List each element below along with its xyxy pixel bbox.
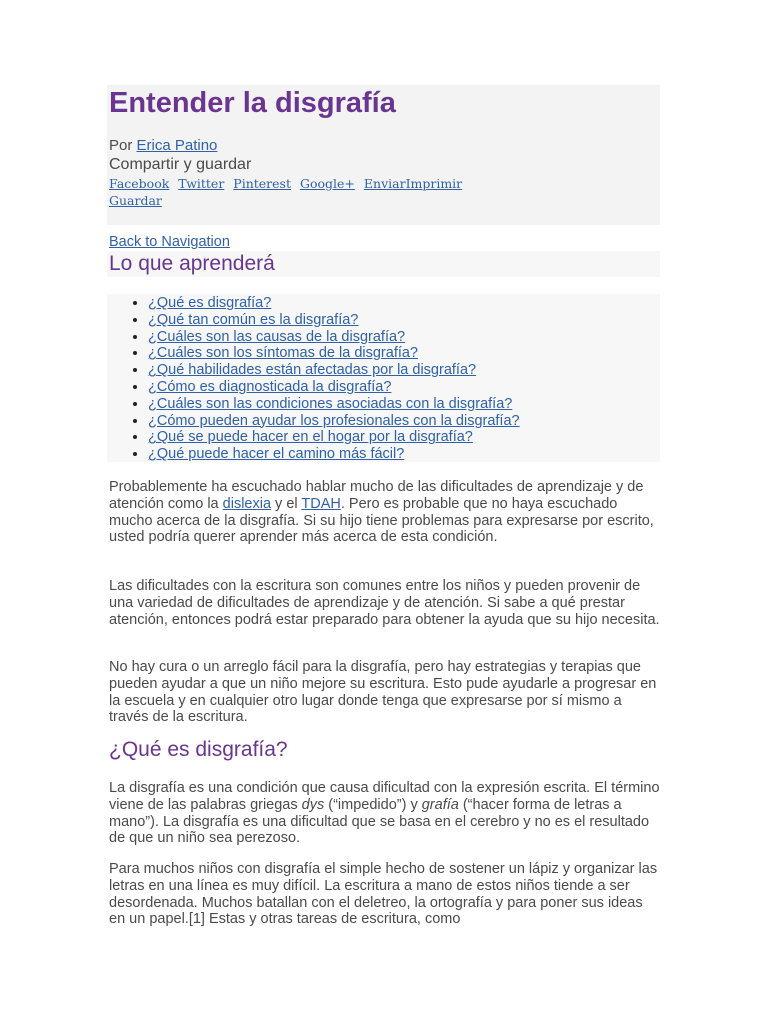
text-span: . Pero es probable que no haya escuchado mucho acerca de la disgrafía. Si su hijo tiene problemas para expresarse por escrito, usted podría querer aprender más acerca de esta condición. xyxy=(109,495,654,546)
author-link[interactable]: Erica Patino xyxy=(136,137,218,154)
share-links xyxy=(109,175,479,209)
toc-item xyxy=(148,446,520,463)
back-to-navigation-link[interactable]: Back to Navigation xyxy=(109,234,230,250)
intro-paragraph xyxy=(109,479,661,546)
toc-link-causas[interactable]: ¿Cuáles son las causas de la disgrafía? xyxy=(148,328,406,345)
byline xyxy=(109,137,217,155)
table-of-contents xyxy=(109,295,520,463)
toc-link-que-tan-comun[interactable]: ¿Qué tan común es la disgrafía? xyxy=(148,311,359,328)
share-twitter-link[interactable]: Twitter xyxy=(178,176,225,191)
share-google-plus-link[interactable]: Google+ xyxy=(299,176,355,191)
share-title: Compartir y guardar xyxy=(109,156,252,173)
save-link[interactable]: Guardar xyxy=(109,193,162,208)
toc-link-hogar[interactable]: ¿Qué se puede hacer en el hogar por la disgrafía? xyxy=(148,429,473,446)
toc-link-que-es[interactable]: ¿Qué es disgrafía? xyxy=(148,295,272,311)
term-grafia: grafía xyxy=(421,796,459,813)
text-span: Probablemente ha escuchado hablar mucho de las dificultades de aprendizaje y de atención como la xyxy=(109,479,644,512)
toc-item xyxy=(148,396,520,413)
share-email-link[interactable]: Enviar xyxy=(363,176,406,191)
learn-heading: Lo que aprenderá xyxy=(109,252,275,275)
text-span: La disgrafía es una condición que causa dificultad con la expresión escrita. El término viene de las palabras griegas xyxy=(109,780,660,813)
print-link[interactable]: Imprimir xyxy=(405,176,463,191)
share-pinterest-link[interactable]: Pinterest xyxy=(233,176,291,191)
toc-link-diagnostico[interactable]: ¿Cómo es diagnosticada la disgrafía? xyxy=(148,378,392,395)
page-title: Entender la disgrafía xyxy=(109,87,396,119)
text-span: (“hacer forma de letras a mano”). La disgrafía es una dificultad que se basa en el cerebro y no es el resultado de que un niño sea perezoso. xyxy=(109,796,650,847)
toc-item xyxy=(148,312,520,329)
section-heading-que-es: ¿Qué es disgrafía? xyxy=(109,738,288,761)
toc-link-profesionales[interactable]: ¿Cómo pueden ayudar los profesionales con la disgrafía? xyxy=(148,412,520,429)
toc-link-habilidades[interactable]: ¿Qué habilidades están afectadas por la disgrafía? xyxy=(148,362,477,379)
paragraph-cura: No hay cura o un arreglo fácil para la disgrafía, pero hay estrategias y terapias que pueden ayudar a que un niño mejore su escritura. Esto pude ayudarle a progresar en la escuela y en cualquier otro lugar donde tenga que expresarse por sí mismo a través de la escritura. xyxy=(109,659,657,726)
toc-item xyxy=(148,295,520,312)
text-span: y el xyxy=(271,495,302,512)
term-dys: dys xyxy=(301,796,325,813)
share-facebook-link[interactable]: Facebook xyxy=(109,176,170,191)
toc-link-sintomas[interactable]: ¿Cuáles son los síntomas de la disgrafía? xyxy=(148,345,418,362)
text-span: (“impedido”) y xyxy=(324,796,422,813)
toc-link-camino-facil[interactable]: ¿Qué puede hacer el camino más fácil? xyxy=(148,446,405,463)
toc-item xyxy=(148,413,520,430)
byline-prefix: Por xyxy=(109,137,137,154)
paragraph-dificultades: Las dificultades con la escritura son comunes entre los niños y pueden provenir de una variedad de dificultades de aprendizaje y de atención. Si sabe a qué prestar atención, entonces podrá estar preparado para obtener la ayuda que su hijo necesita. xyxy=(109,578,660,628)
toc-item xyxy=(148,329,520,346)
toc-item xyxy=(148,429,520,446)
toc-item xyxy=(148,345,520,362)
paragraph-definicion xyxy=(109,780,661,847)
paragraph-escritura: Para muchos niños con disgrafía el simple hecho de sostener un lápiz y organizar las letras en una línea es muy difícil. La escritura a mano de estos niños tiende a ser desordenada. Muchos batallan con el deletreo, la ortografía y para poner sus ideas en un papel.[1] Estas y otras tareas de escritura, como xyxy=(109,861,658,928)
toc-item xyxy=(148,362,520,379)
toc-link-condiciones[interactable]: ¿Cuáles son las condiciones asociadas con la disgrafía? xyxy=(148,395,513,412)
dislexia-link[interactable]: dislexia xyxy=(222,495,272,512)
tdah-link[interactable]: TDAH xyxy=(301,495,341,512)
toc-item xyxy=(148,379,520,396)
